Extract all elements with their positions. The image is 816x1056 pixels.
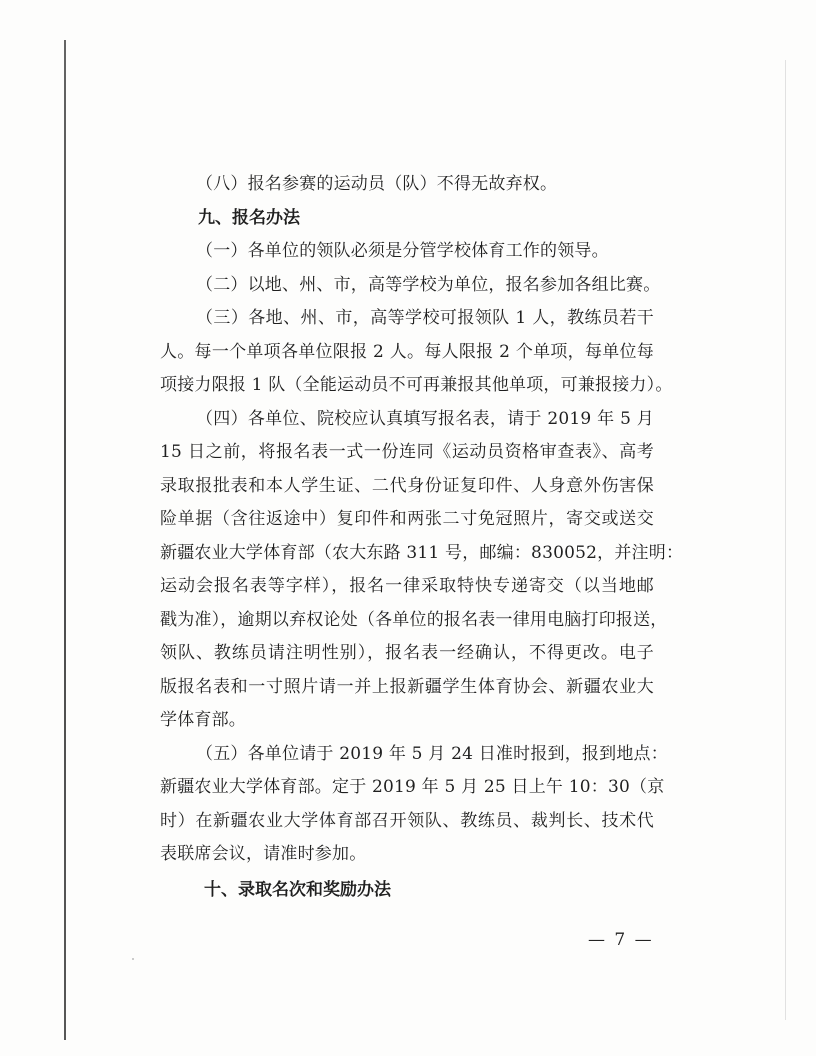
scan-edge-right: [785, 60, 786, 1020]
paragraph-line: 15 日之前，将报名表一式一份连同《运动员资格审查表》、高考: [160, 442, 654, 462]
paragraph-item-8: （八）报名参赛的运动员（队）不得无故弃权。: [196, 174, 558, 194]
paragraph-line: 录取报批表和本人学生证、二代身份证复印件、人身意外伤害保: [160, 475, 654, 496]
paragraph-line: 时）在新疆农业大学体育部召开领队、教练员、裁判长、技术代: [160, 810, 654, 831]
paragraph-item-1: （一）各单位的领队必须是分管学校体育工作的领导。: [196, 241, 609, 261]
paragraph-item-2: （二）以地、州、市，高等学校为单位，报名参加各组比赛。: [196, 274, 661, 295]
scan-edge-left: [64, 40, 66, 1040]
paragraph-line: 新疆农业大学体育部（农大东路 311 号，邮编：830052，并注明：: [160, 542, 684, 563]
document-body: [160, 168, 684, 907]
paragraph-line: （四）各单位、院校应认真填写报名表，请于 2019 年 5 月: [196, 408, 654, 429]
paragraph-line: 版报名表和一寸照片请一并上报新疆学生体育协会、新疆农业大: [160, 676, 654, 697]
paragraph-line: 人。每一个单项各单位限报 2 人。每人限报 2 个单项，每单位每: [160, 341, 654, 362]
paragraph-line: 领队、教练员请注明性别），报名表一经确认，不得更改。电子: [160, 643, 654, 663]
paragraph-line: 新疆农业大学体育部。定于 2019 年 5 月 25 日上午 10：30（京: [160, 777, 665, 797]
scan-speck: [132, 958, 134, 960]
paragraph-line: 学体育部。: [160, 710, 246, 730]
paragraph-item-3: [160, 302, 673, 403]
paragraph-line: 表联席会议，请准时参加。: [160, 844, 367, 864]
paragraph-line: 戳为准），逾期以弃权论处（各单位的报名表一律用电脑打印报送，: [160, 609, 668, 630]
paragraph-line: （五）各单位请于 2019 年 5 月 24 日准时报到，报到地点：: [196, 743, 668, 764]
page-number: — 7 —: [588, 930, 654, 950]
paragraph-line: 项接力限报 1 队（全能运动员不可再兼报其他单项，可兼报接力）。: [160, 375, 673, 395]
paragraph-item-4: [160, 403, 684, 738]
section-heading-9: 九、报名办法: [198, 207, 300, 228]
paragraph-line: 险单据（含往返途中）复印件和两张二寸免冠照片，寄交或送交: [160, 509, 654, 529]
paragraph-line: （三）各地、州、市，高等学校可报领队 1 人，教练员若干: [196, 308, 654, 328]
paragraph-line: 运动会报名表等字样），报名一律采取特快专递寄交（以当地邮: [160, 576, 654, 596]
section-heading-10: 十、录取名次和奖励办法: [204, 879, 391, 900]
paragraph-item-5: [160, 738, 668, 872]
